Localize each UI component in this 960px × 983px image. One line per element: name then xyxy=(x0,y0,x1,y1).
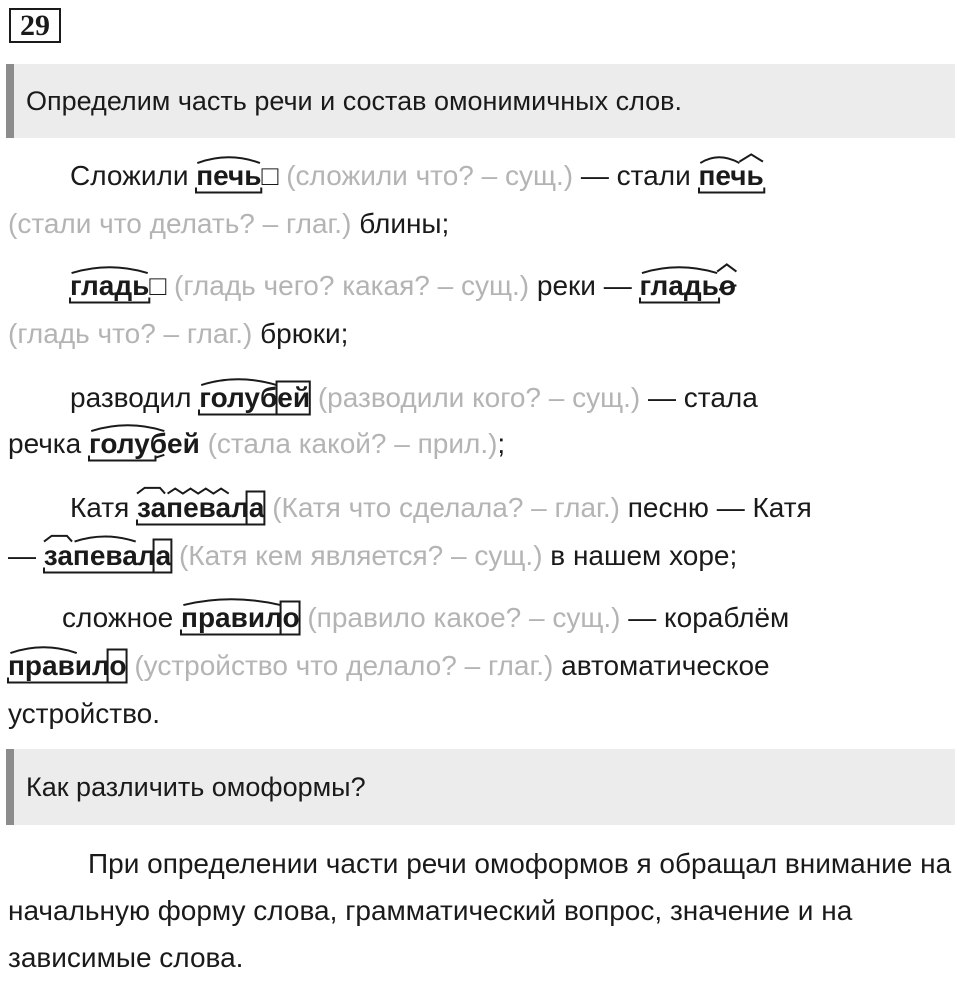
morpheme-word-zapevala-verb: запевала xyxy=(137,490,264,526)
example-line-6 xyxy=(8,426,505,462)
text: Катя xyxy=(70,492,138,523)
example-line-7 xyxy=(8,490,812,526)
grammar-question: (разводили кого? – сущ.) xyxy=(310,382,641,413)
text: песню — Катя xyxy=(619,492,812,523)
morpheme-word-golubey-noun: голубей xyxy=(199,380,310,416)
morpheme-word-pravilo-noun: правило xyxy=(181,600,300,636)
task-heading-2: Как различить омоформы? xyxy=(6,749,955,825)
example-line-11 xyxy=(8,696,160,732)
text: блины; xyxy=(351,208,450,239)
example-line-8 xyxy=(8,538,737,574)
grammar-question: (гладь чего? какая? – сущ.) xyxy=(166,270,530,301)
ending-box-icon: □ xyxy=(261,160,279,191)
text: реки — xyxy=(529,270,640,301)
example-line-9 xyxy=(8,600,789,636)
grammar-question: (правило какое? – сущ.) xyxy=(299,602,621,633)
text: разводил xyxy=(70,382,200,413)
text: речка xyxy=(8,428,90,459)
text: устройство. xyxy=(8,698,161,729)
morpheme-word-pech-noun: печь xyxy=(196,158,261,194)
text: ; xyxy=(497,428,506,459)
morpheme-word-pravilo-verb: правило xyxy=(8,648,127,684)
morpheme-word-golubey-adj: голубей xyxy=(89,426,200,462)
grammar-question: (Катя что сделала? – глаг.) xyxy=(264,492,620,523)
ending-box-icon: □ xyxy=(149,270,167,301)
exercise-number: 29 xyxy=(9,8,61,43)
morpheme-word-pech-verb: печь xyxy=(699,158,764,194)
grammar-question: (гладь что? – глаг.) xyxy=(8,318,253,349)
morpheme-word-zapevala-noun: запевала xyxy=(44,538,171,574)
morpheme-word-glad-noun: гладь xyxy=(70,268,149,304)
text: автоматическое xyxy=(553,650,770,681)
task-heading-1: Определим часть речи и состав омонимичных слов. xyxy=(6,64,955,138)
example-line-4 xyxy=(8,316,348,352)
text: — xyxy=(8,540,44,571)
text: сложное xyxy=(62,602,182,633)
example-line-3 xyxy=(8,268,736,304)
grammar-question: (стала какой? – прил.) xyxy=(199,428,498,459)
grammar-question: (сложили что? – сущ.) xyxy=(278,160,574,191)
grammar-question: (стали что делать? – глаг.) xyxy=(8,208,352,239)
text: в нашем хоре; xyxy=(542,540,738,571)
text: — стала xyxy=(640,382,758,413)
text: брюки; xyxy=(252,318,349,349)
example-line-2 xyxy=(8,206,449,242)
zero-ending: о xyxy=(718,270,736,301)
example-line-10 xyxy=(8,648,770,684)
text: — кораблём xyxy=(620,602,790,633)
answer-paragraph: При определении части речи омоформов я обращал внимание на начальную форму слова, грамматический вопрос, значение и на зависимые слова. xyxy=(8,848,952,973)
grammar-question: (Катя кем является? – сущ.) xyxy=(171,540,543,571)
example-line-1 xyxy=(8,158,764,194)
example-line-5 xyxy=(8,380,758,416)
text: — стали xyxy=(573,160,699,191)
grammar-question: (устройство что делало? – глаг.) xyxy=(126,650,554,681)
text: Сложили xyxy=(70,160,197,191)
morpheme-word-glad-verb: гладьо xyxy=(640,268,736,304)
